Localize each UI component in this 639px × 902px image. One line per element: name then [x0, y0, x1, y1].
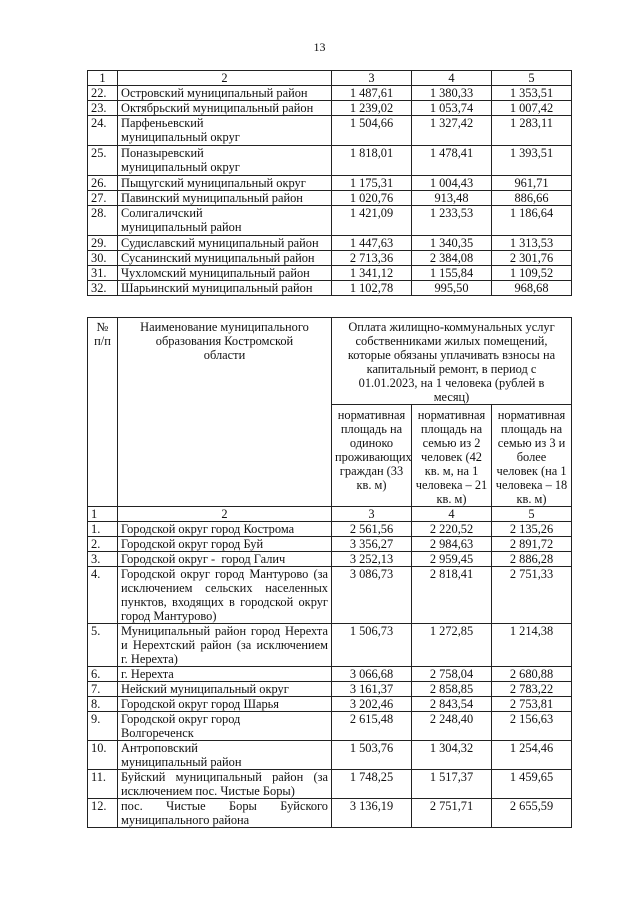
municipality-name: Буйский муниципальный район (за исключением пос. Чистые Боры) [118, 770, 332, 799]
row-number: 6. [88, 667, 118, 682]
table-row [88, 236, 572, 251]
row-number: 1. [88, 522, 118, 537]
municipality-name: Городской округ город Мантурово (за исключением сельских населенных пунктов, входящих в городской округ город Мантурово) [118, 567, 332, 624]
row-number: 12. [88, 799, 118, 828]
value-family3: 2 156,63 [492, 712, 572, 741]
column-number-row [88, 71, 572, 86]
row-number: 22. [88, 86, 118, 101]
header-row [88, 318, 572, 405]
municipality-name: Пыщугский муниципальный округ [118, 176, 332, 191]
value-family3: 1 007,42 [492, 101, 572, 116]
municipality-name: Городской округ город Шарья [118, 697, 332, 712]
row-number: 28. [88, 206, 118, 236]
value-family3: 2 783,22 [492, 682, 572, 697]
value-family2: 913,48 [412, 191, 492, 206]
col-number: 5 [492, 507, 572, 522]
municipality-name: Шарьинский муниципальный район [118, 281, 332, 296]
value-family2: 2 843,54 [412, 697, 492, 712]
value-single: 3 161,37 [332, 682, 412, 697]
subheader-family3: нормативная площадь на семью из 3 и более человек (на 1 человека – 18 кв. м) [492, 405, 572, 507]
value-family2: 1 233,53 [412, 206, 492, 236]
row-number: 8. [88, 697, 118, 712]
municipality-name: Солигаличский муниципальный район [118, 206, 332, 236]
row-number: 25. [88, 146, 118, 176]
table-row [88, 567, 572, 624]
municipality-name: Поназыревский муниципальный округ [118, 146, 332, 176]
table-row [88, 146, 572, 176]
table-row [88, 799, 572, 828]
value-family3: 1 393,51 [492, 146, 572, 176]
municipality-name: Нейский муниципальный округ [118, 682, 332, 697]
value-family2: 2 248,40 [412, 712, 492, 741]
value-family2: 1 327,42 [412, 116, 492, 146]
row-number: 32. [88, 281, 118, 296]
row-number: 27. [88, 191, 118, 206]
table-row [88, 667, 572, 682]
value-family3: 1 313,53 [492, 236, 572, 251]
municipality-name: Муниципальный район город Нерехта и Нерехтский район (за исключением г. Нерехта) [118, 624, 332, 667]
value-single: 1 748,25 [332, 770, 412, 799]
value-family3: 2 680,88 [492, 667, 572, 682]
value-family2: 1 478,41 [412, 146, 492, 176]
table-row [88, 281, 572, 296]
col-number: 3 [332, 71, 412, 86]
value-family2: 2 858,85 [412, 682, 492, 697]
value-family2: 1 053,74 [412, 101, 492, 116]
municipality-name: Парфеньевский муниципальный округ [118, 116, 332, 146]
value-family2: 1 155,84 [412, 266, 492, 281]
row-number: 9. [88, 712, 118, 741]
value-single: 1 503,76 [332, 741, 412, 770]
row-number: 2. [88, 537, 118, 552]
municipality-name: Городской округ город Волгореченск [118, 712, 332, 741]
row-number: 24. [88, 116, 118, 146]
municipality-name: Городской округ город Буй [118, 537, 332, 552]
table-row [88, 712, 572, 741]
value-family2: 2 984,63 [412, 537, 492, 552]
value-family3: 961,71 [492, 176, 572, 191]
municipality-name: Городской округ город Кострома [118, 522, 332, 537]
value-single: 1 175,31 [332, 176, 412, 191]
table-row [88, 697, 572, 712]
value-family3: 2 135,26 [492, 522, 572, 537]
value-family3: 968,68 [492, 281, 572, 296]
value-single: 1 341,12 [332, 266, 412, 281]
row-number: 4. [88, 567, 118, 624]
row-number: 11. [88, 770, 118, 799]
col-number: 4 [412, 71, 492, 86]
value-single: 1 421,09 [332, 206, 412, 236]
table-row [88, 176, 572, 191]
value-family2: 1 004,43 [412, 176, 492, 191]
value-family3: 1 283,11 [492, 116, 572, 146]
header-number: № п/п [88, 318, 118, 507]
value-single: 3 136,19 [332, 799, 412, 828]
value-family2: 2 758,04 [412, 667, 492, 682]
value-family3: 1 186,64 [492, 206, 572, 236]
value-family2: 2 751,71 [412, 799, 492, 828]
value-single: 2 713,36 [332, 251, 412, 266]
table-row [88, 552, 572, 567]
value-family2: 1 380,33 [412, 86, 492, 101]
table-row [88, 251, 572, 266]
value-family2: 2 220,52 [412, 522, 492, 537]
municipality-name: пос. Чистые Боры Буйского муниципального района [118, 799, 332, 828]
value-single: 3 066,68 [332, 667, 412, 682]
value-single: 1 504,66 [332, 116, 412, 146]
municipality-name: Чухломский муниципальный район [118, 266, 332, 281]
value-single: 1 506,73 [332, 624, 412, 667]
value-family3: 2 753,81 [492, 697, 572, 712]
tariff-table-continued [87, 70, 572, 296]
value-single: 1 447,63 [332, 236, 412, 251]
value-family3: 1 109,52 [492, 266, 572, 281]
table-row [88, 86, 572, 101]
header-payment: Оплата жилищно-коммунальных услуг собственниками жилых помещений, которые обязаны уплачивать взносы на капитальный ремонт, в период с 01.01.2023, на 1 человека (рублей в месяц) [332, 318, 572, 405]
value-family3: 1 254,46 [492, 741, 572, 770]
table-row [88, 116, 572, 146]
value-family3: 886,66 [492, 191, 572, 206]
row-number: 31. [88, 266, 118, 281]
page-number: 13 [313, 40, 326, 54]
municipality-name: Октябрьский муниципальный район [118, 101, 332, 116]
col-number: 5 [492, 71, 572, 86]
value-family2: 2 384,08 [412, 251, 492, 266]
table-row [88, 682, 572, 697]
value-single: 3 356,27 [332, 537, 412, 552]
value-family3: 2 751,33 [492, 567, 572, 624]
row-number: 10. [88, 741, 118, 770]
value-family2: 1 304,32 [412, 741, 492, 770]
col-number: 1 [88, 71, 118, 86]
value-family3: 1 459,65 [492, 770, 572, 799]
row-number: 5. [88, 624, 118, 667]
value-single: 3 086,73 [332, 567, 412, 624]
value-family3: 2 891,72 [492, 537, 572, 552]
value-single: 3 252,13 [332, 552, 412, 567]
col-number: 2 [118, 507, 332, 522]
tariff-table [87, 317, 572, 828]
value-family2: 2 959,45 [412, 552, 492, 567]
value-family2: 1 517,37 [412, 770, 492, 799]
table-row [88, 741, 572, 770]
col-number: 1 [88, 507, 118, 522]
value-single: 3 202,46 [332, 697, 412, 712]
table-row [88, 624, 572, 667]
value-single: 2 615,48 [332, 712, 412, 741]
table-row [88, 206, 572, 236]
value-family3: 2 301,76 [492, 251, 572, 266]
row-number: 26. [88, 176, 118, 191]
value-single: 1 020,76 [332, 191, 412, 206]
municipality-name: Антроповский муниципальный район [118, 741, 332, 770]
row-number: 3. [88, 552, 118, 567]
table-row [88, 522, 572, 537]
municipality-name: Павинский муниципальный район [118, 191, 332, 206]
row-number: 23. [88, 101, 118, 116]
value-family2: 995,50 [412, 281, 492, 296]
table-row [88, 101, 572, 116]
table-row [88, 537, 572, 552]
municipality-name: Городской округ - город Галич [118, 552, 332, 567]
col-number: 4 [412, 507, 492, 522]
value-single: 1 487,61 [332, 86, 412, 101]
table-row [88, 191, 572, 206]
value-family3: 1 214,38 [492, 624, 572, 667]
municipality-name: Сусанинский муниципальный район [118, 251, 332, 266]
municipality-name: г. Нерехта [118, 667, 332, 682]
value-single: 1 239,02 [332, 101, 412, 116]
row-number: 29. [88, 236, 118, 251]
value-single: 2 561,56 [332, 522, 412, 537]
subheader-family2: нормативная площадь на семью из 2 человек (42 кв. м, на 1 человека – 21 кв. м) [412, 405, 492, 507]
table-row [88, 770, 572, 799]
municipality-name: Островский муниципальный район [118, 86, 332, 101]
row-number: 7. [88, 682, 118, 697]
value-family2: 1 340,35 [412, 236, 492, 251]
subheader-single: нормативная площадь на одиноко проживающих граждан (33 кв. м) [332, 405, 412, 507]
value-family2: 1 272,85 [412, 624, 492, 667]
table-row [88, 266, 572, 281]
row-number: 30. [88, 251, 118, 266]
header-name: Наименование муниципального образования Костромской области [118, 318, 332, 507]
col-number: 2 [118, 71, 332, 86]
col-number: 3 [332, 507, 412, 522]
value-family2: 2 818,41 [412, 567, 492, 624]
column-number-row [88, 507, 572, 522]
value-single: 1 818,01 [332, 146, 412, 176]
value-family3: 2 655,59 [492, 799, 572, 828]
value-family3: 1 353,51 [492, 86, 572, 101]
value-family3: 2 886,28 [492, 552, 572, 567]
value-single: 1 102,78 [332, 281, 412, 296]
municipality-name: Судиславский муниципальный район [118, 236, 332, 251]
